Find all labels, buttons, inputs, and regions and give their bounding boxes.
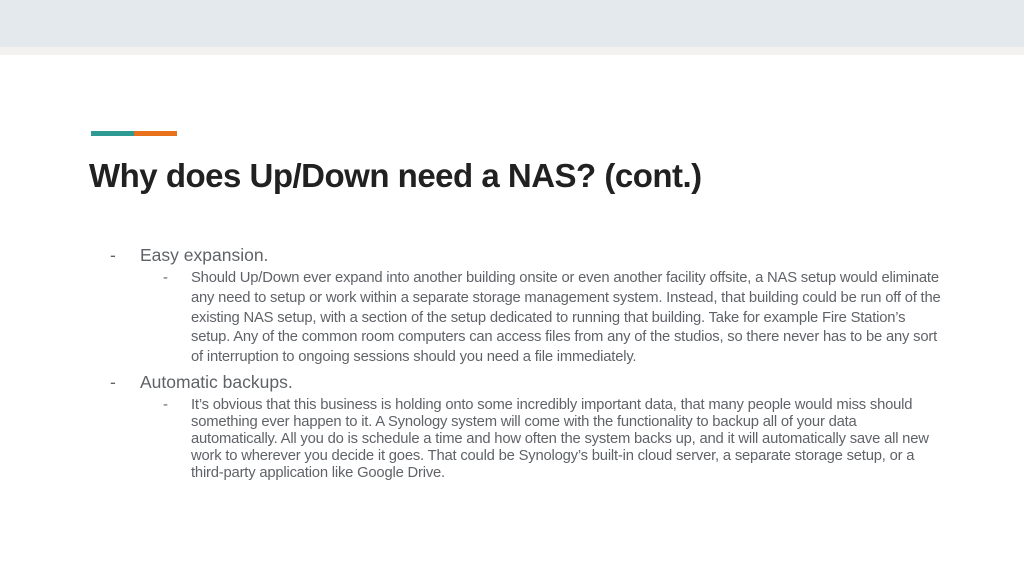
accent-bar-orange-segment bbox=[134, 131, 177, 136]
accent-bar-teal-segment bbox=[91, 131, 134, 136]
bullet-body: It’s obvious that this business is holding onto some incredibly important data, that many people would miss should something ever happen to it. A Synology system will come with the functionality to backup all of your data automatically. All you do is schedule a time and how often the system backs up, and it will automatically save all new work to wherever you decide it goes. That could be Synology’s built-in cloud server, a separate storage setup, or a third-party application like Google Drive. bbox=[191, 396, 929, 481]
window-top-strip bbox=[0, 47, 1024, 55]
bullet-list bbox=[90, 244, 950, 482]
bullet-label: Automatic backups. bbox=[140, 371, 293, 392]
window-top-band bbox=[0, 0, 1024, 47]
bullet-item bbox=[90, 371, 950, 393]
bullet-group-easy-expansion bbox=[90, 244, 950, 368]
title-accent-bar bbox=[91, 131, 177, 136]
sub-bullet-marker: - bbox=[163, 396, 168, 413]
bullet-label: Easy expansion. bbox=[140, 245, 269, 265]
bullet-marker: - bbox=[110, 371, 116, 392]
bullet-group-automatic-backups bbox=[90, 371, 950, 482]
bullet-item bbox=[90, 244, 950, 266]
sub-bullet-marker: - bbox=[163, 270, 168, 286]
bullet-body: Should Up/Down ever expand into another building onsite or even another facility offsite, a NAS setup would eliminate any need to setup or work within a separate storage management system. Instead, that building could be run off of the existing NAS setup, with a section of the setup dedicated to running that building. Take for example Fire Station’s setup. Any of the common room computers can access files from any of the studios, so there never has to be any sort of interruption to ongoing sessions should you need a file immediately. bbox=[191, 270, 941, 366]
bullet-subitem bbox=[90, 393, 950, 482]
slide-title: Why does Up/Down need a NAS? (cont.) bbox=[89, 157, 702, 194]
bullet-subitem bbox=[90, 266, 950, 368]
bullet-marker: - bbox=[110, 245, 116, 265]
